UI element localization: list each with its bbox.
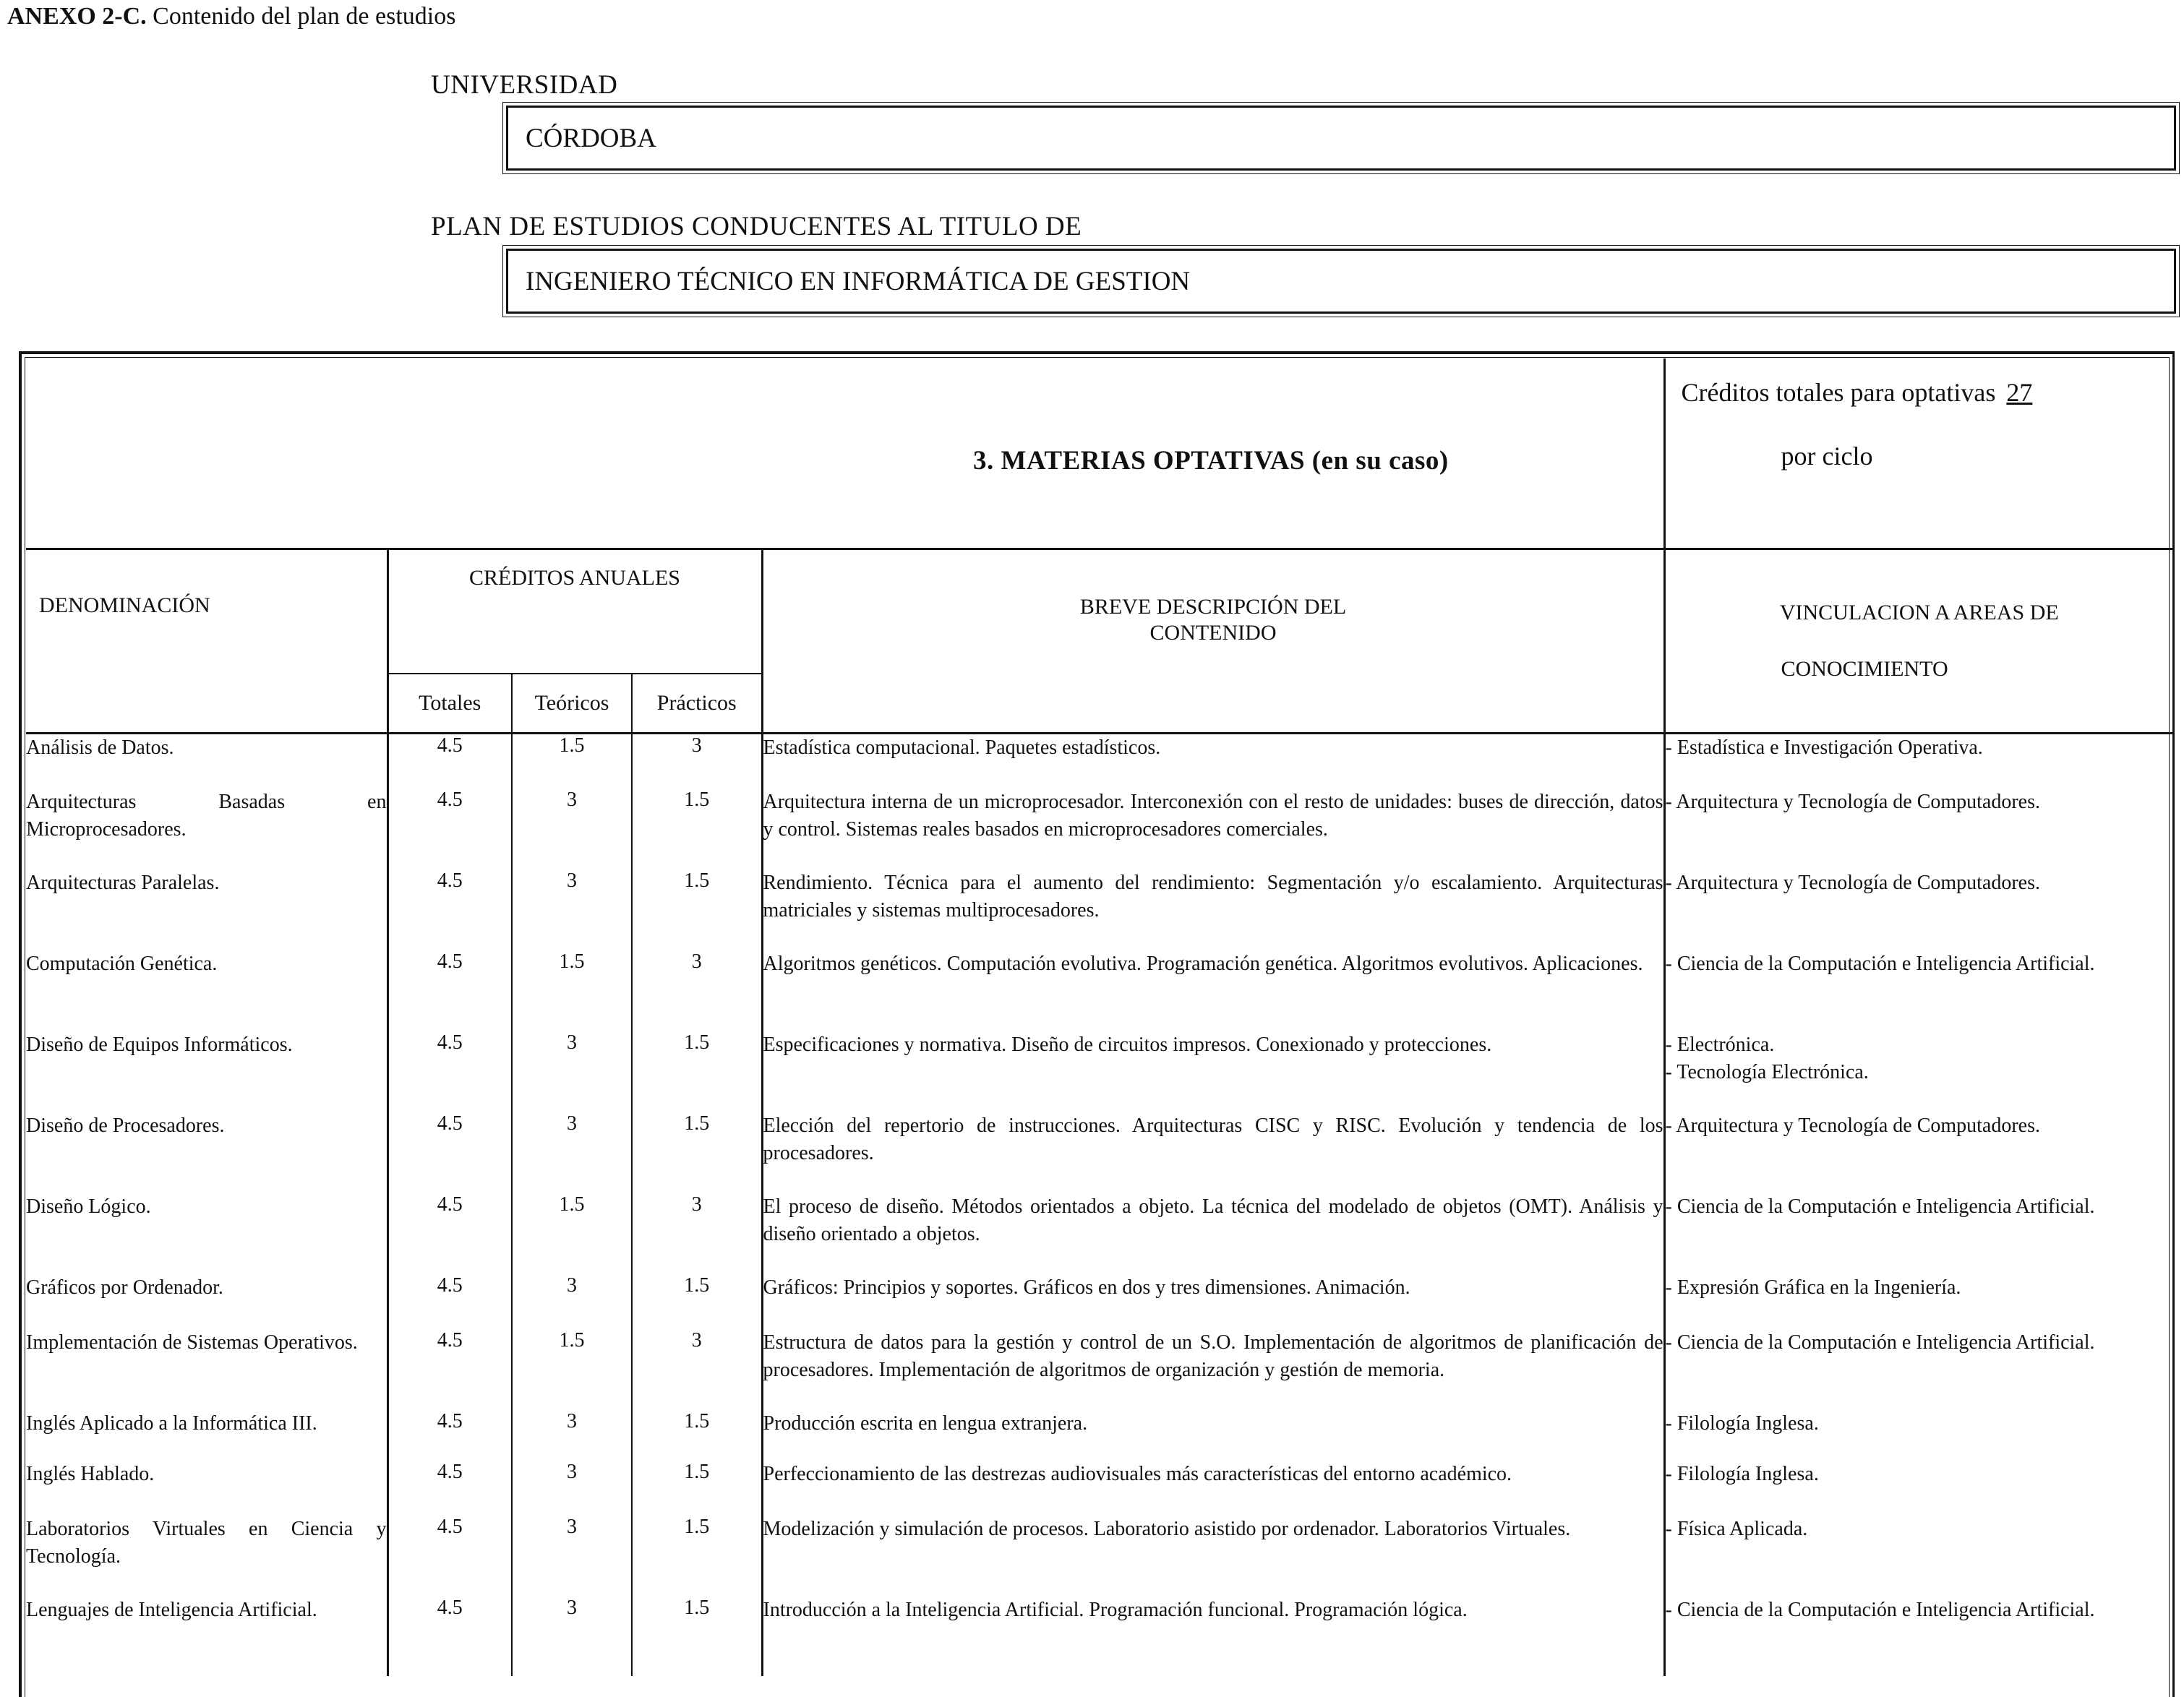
credits-practicos: 1.5 — [632, 1597, 762, 1676]
subject-name: Inglés Aplicado a la Informática III. — [26, 1410, 387, 1461]
knowledge-areas — [1664, 1516, 2173, 1597]
subject-description: Producción escrita en lengua extranjera. — [762, 1410, 1664, 1461]
table-row — [26, 1274, 2173, 1329]
credits-practicos: 3 — [632, 734, 762, 789]
plan-label: PLAN DE ESTUDIOS CONDUCENTES AL TITULO DE — [431, 212, 1082, 241]
credits-total-label: Créditos totales para optativas — [1681, 378, 1996, 407]
subject-description: Modelización y simulación de procesos. Laboratorio asistido por ordenador. Laboratorios Virtuales. — [762, 1516, 1664, 1597]
section-title: 3. MATERIAS OPTATIVAS (en su caso) — [973, 446, 1449, 476]
credits-teoricos: 3 — [512, 789, 632, 869]
credits-practicos: 1.5 — [632, 869, 762, 950]
credits-teoricos: 3 — [512, 1516, 632, 1597]
credits-teoricos: 1.5 — [512, 950, 632, 1031]
plan-box — [506, 249, 2176, 314]
credits-totales: 4.5 — [387, 1031, 512, 1112]
knowledge-area: - Arquitectura y Tecnología de Computadores. — [1665, 871, 2041, 894]
credits-teoricos: 3 — [512, 1410, 632, 1461]
credits-totales: 4.5 — [387, 734, 512, 789]
knowledge-areas — [1664, 789, 2173, 869]
subject-name: Análisis de Datos. — [26, 734, 387, 789]
document-header — [7, 3, 455, 30]
table-row — [26, 1410, 2173, 1461]
table-row — [26, 1193, 2173, 1274]
header-descripcion-line1: BREVE DESCRIPCIÓN DEL — [1079, 595, 1347, 619]
annex-title: Contenido del plan de estudios — [153, 3, 456, 30]
credits-totales: 4.5 — [387, 1274, 512, 1329]
credits-teoricos: 1.5 — [512, 1193, 632, 1274]
knowledge-areas — [1664, 734, 2173, 789]
credits-totales: 4.5 — [387, 1410, 512, 1461]
knowledge-areas — [1664, 1193, 2173, 1274]
annex-number: ANEXO 2-C. — [7, 3, 147, 30]
credits-total-value: 27 — [2006, 378, 2033, 407]
table-row — [26, 1516, 2173, 1597]
subject-description: Elección del repertorio de instrucciones. Arquitecturas CISC y RISC. Evolución y tendencia de los procesadores. — [762, 1112, 1664, 1193]
header-creditos-text: CRÉDITOS ANUALES — [469, 566, 680, 590]
header-teoricos: Teóricos — [512, 674, 632, 734]
knowledge-areas — [1664, 1112, 2173, 1193]
credits-practicos: 1.5 — [632, 789, 762, 869]
subject-name: Laboratorios Virtuales en Ciencia y Tecnología. — [26, 1516, 387, 1597]
table-row — [26, 1597, 2173, 1676]
header-descripcion — [762, 549, 1664, 734]
credits-practicos: 3 — [632, 1329, 762, 1410]
header-vinculacion-line1: VINCULACION A AREAS DE — [1779, 601, 2059, 624]
credits-teoricos: 3 — [512, 1274, 632, 1329]
credits-teoricos: 3 — [512, 1461, 632, 1516]
table-row — [26, 1112, 2173, 1193]
knowledge-areas — [1664, 1597, 2173, 1676]
subject-name: Lenguajes de Inteligencia Artificial. — [26, 1597, 387, 1676]
credits-totales: 4.5 — [387, 1193, 512, 1274]
credits-totales: 4.5 — [387, 869, 512, 950]
credits-teoricos: 3 — [512, 1031, 632, 1112]
knowledge-area: - Ciencia de la Computación e Inteligencia Artificial. — [1665, 1598, 2095, 1621]
credits-practicos: 1.5 — [632, 1031, 762, 1112]
university-box — [506, 106, 2176, 171]
knowledge-area: - Electrónica. — [1665, 1033, 1775, 1056]
subject-name: Arquitecturas Paralelas. — [26, 869, 387, 950]
header-descripcion-line2: CONTENIDO — [1149, 621, 1277, 645]
header-totales: Totales — [387, 674, 512, 734]
credits-practicos: 1.5 — [632, 1461, 762, 1516]
header-denominacion — [26, 549, 387, 734]
credits-practicos: 3 — [632, 1193, 762, 1274]
header-creditos — [387, 549, 762, 674]
subject-description: Gráficos: Principios y soportes. Gráficos en dos y tres dimensiones. Animación. — [762, 1274, 1664, 1329]
subject-name: Gráficos por Ordenador. — [26, 1274, 387, 1329]
knowledge-areas — [1664, 869, 2173, 950]
credits-totales: 4.5 — [387, 789, 512, 869]
university-value: CÓRDOBA — [526, 123, 656, 153]
table-row — [26, 1329, 2173, 1410]
subject-name: Inglés Hablado. — [26, 1461, 387, 1516]
knowledge-areas — [1664, 1274, 2173, 1329]
plan-value: INGENIERO TÉCNICO EN INFORMÁTICA DE GESTION — [526, 266, 1191, 296]
knowledge-area: - Estadística e Investigación Operativa. — [1665, 736, 1983, 759]
header-vinculacion-line2: CONOCIMIENTO — [1781, 657, 1948, 681]
university-label: UNIVERSIDAD — [431, 70, 618, 100]
per-cycle-label: por ciclo — [1781, 442, 1873, 471]
subject-description: Perfeccionamiento de las destrezas audiovisuales más características del entorno académico. — [762, 1461, 1664, 1516]
credits-teoricos: 3 — [512, 1112, 632, 1193]
subject-description: Especificaciones y normativa. Diseño de circuitos impresos. Conexionado y protecciones. — [762, 1031, 1664, 1112]
knowledge-areas — [1664, 1329, 2173, 1410]
knowledge-area: - Ciencia de la Computación e Inteligencia Artificial. — [1665, 1331, 2095, 1354]
knowledge-area: - Física Aplicada. — [1665, 1517, 1808, 1540]
knowledge-area: - Arquitectura y Tecnología de Computadores. — [1665, 1114, 2041, 1137]
credits-totales: 4.5 — [387, 1329, 512, 1410]
table-row — [26, 950, 2173, 1031]
credits-totales: 4.5 — [387, 950, 512, 1031]
credits-practicos: 1.5 — [632, 1274, 762, 1329]
knowledge-area: - Filología Inglesa. — [1665, 1412, 1819, 1435]
table-row — [26, 789, 2173, 869]
subject-name: Computación Genética. — [26, 950, 387, 1031]
header-practicos: Prácticos — [632, 674, 762, 734]
subject-name: Diseño de Equipos Informáticos. — [26, 1031, 387, 1112]
knowledge-area: - Filología Inglesa. — [1665, 1462, 1819, 1485]
credits-practicos: 3 — [632, 950, 762, 1031]
knowledge-area: - Ciencia de la Computación e Inteligencia Artificial. — [1665, 1195, 2095, 1218]
knowledge-areas — [1664, 950, 2173, 1031]
subject-description: Rendimiento. Técnica para el aumento del rendimiento: Segmentación y/o escalamiento. Arquitecturas matriciales y sistemas multiprocesadores. — [762, 869, 1664, 950]
credits-total-cell — [1664, 358, 2173, 549]
subject-description: Arquitectura interna de un microprocesador. Interconexión con el resto de unidades: buses de dirección, datos y control. Sistemas reales basados en microprocesadores comerciales. — [762, 789, 1664, 869]
header-vinculacion — [1664, 549, 2173, 734]
table-row — [26, 1031, 2173, 1112]
credits-teoricos: 1.5 — [512, 1329, 632, 1410]
knowledge-areas — [1664, 1031, 2173, 1112]
subject-description: Estadística computacional. Paquetes estadísticos. — [762, 734, 1664, 789]
optional-subjects-table — [26, 358, 2173, 1676]
credits-practicos: 1.5 — [632, 1112, 762, 1193]
knowledge-area: - Ciencia de la Computación e Inteligencia Artificial. — [1665, 952, 2095, 975]
subject-name: Arquitecturas Basadas en Microprocesadores. — [26, 789, 387, 869]
credits-totales: 4.5 — [387, 1112, 512, 1193]
knowledge-area: - Expresión Gráfica en la Ingeniería. — [1665, 1276, 1961, 1299]
credits-totales: 4.5 — [387, 1516, 512, 1597]
knowledge-area: - Tecnología Electrónica. — [1665, 1060, 1869, 1083]
subject-description: Estructura de datos para la gestión y control de un S.O. Implementación de algoritmos de planificación de procesadores. Implementación de algoritmos de organización y gestión de memoria. — [762, 1329, 1664, 1410]
subject-name: Diseño de Procesadores. — [26, 1112, 387, 1193]
subject-name: Diseño Lógico. — [26, 1193, 387, 1274]
section-title-cell — [26, 358, 1664, 549]
table-row — [26, 869, 2173, 950]
credits-teoricos: 3 — [512, 869, 632, 950]
credits-total — [1682, 377, 2033, 408]
knowledge-areas — [1664, 1410, 2173, 1461]
credits-practicos: 1.5 — [632, 1516, 762, 1597]
knowledge-area: - Arquitectura y Tecnología de Computadores. — [1665, 790, 2041, 813]
header-denominacion-text: DENOMINACIÓN — [39, 593, 210, 617]
credits-teoricos: 3 — [512, 1597, 632, 1676]
table-row — [26, 734, 2173, 789]
table-row — [26, 1461, 2173, 1516]
subject-description: Algoritmos genéticos. Computación evolutiva. Programación genética. Algoritmos evolutivos. Aplicaciones. — [762, 950, 1664, 1031]
subject-description: Introducción a la Inteligencia Artificial. Programación funcional. Programación lógica. — [762, 1597, 1664, 1676]
subject-description: El proceso de diseño. Métodos orientados a objeto. La técnica del modelado de objetos (OMT). Análisis y diseño orientado a objetos. — [762, 1193, 1664, 1274]
subject-name: Implementación de Sistemas Operativos. — [26, 1329, 387, 1410]
credits-totales: 4.5 — [387, 1461, 512, 1516]
knowledge-areas — [1664, 1461, 2173, 1516]
credits-teoricos: 1.5 — [512, 734, 632, 789]
credits-totales: 4.5 — [387, 1597, 512, 1676]
credits-practicos: 1.5 — [632, 1410, 762, 1461]
